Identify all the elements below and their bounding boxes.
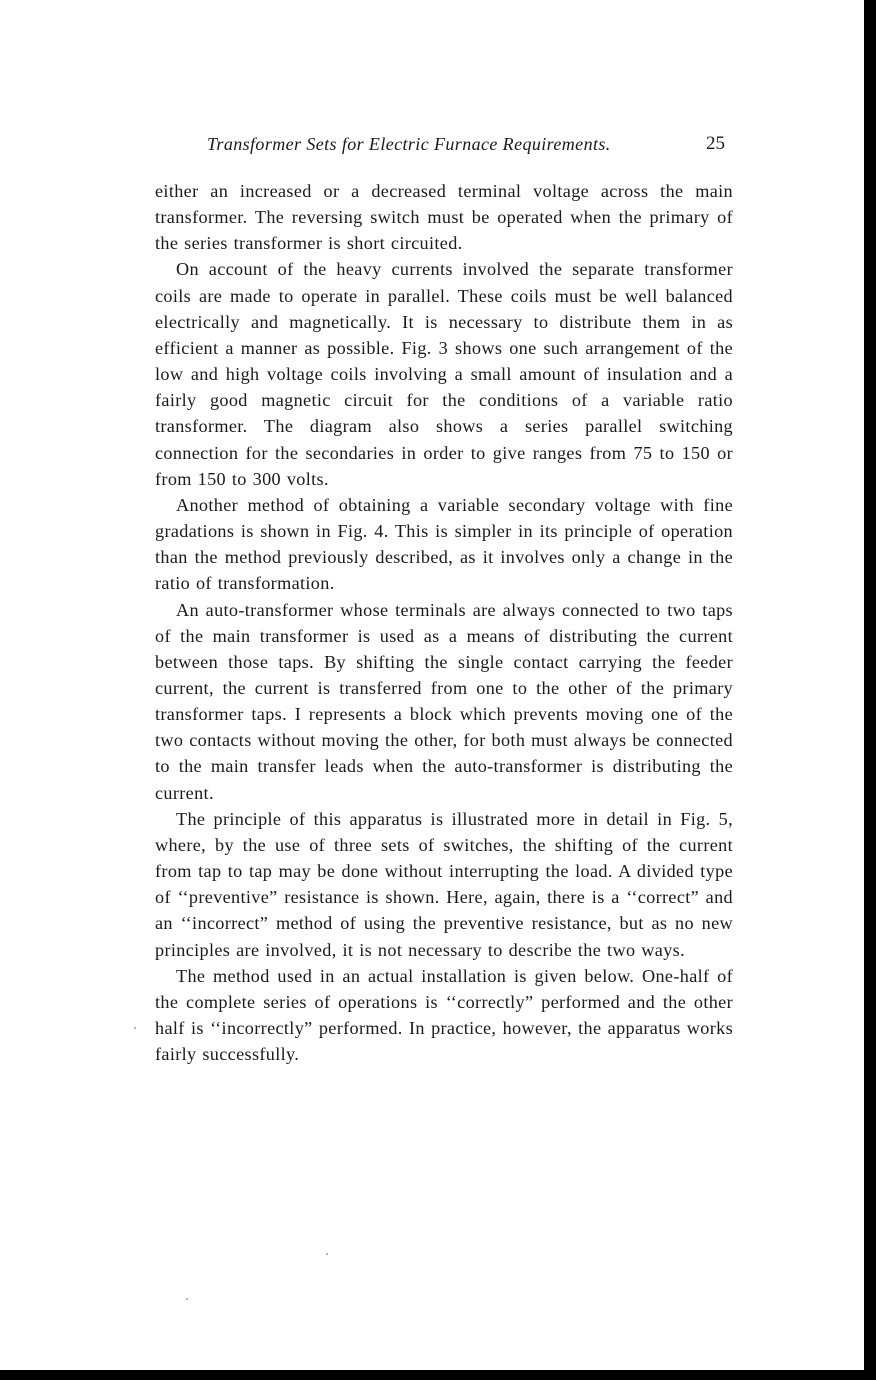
page-number: 25 (706, 133, 725, 154)
scan-right-border (864, 0, 876, 1380)
paragraph-4: An auto-transformer whose terminals are always connected to two taps of the main transformer is used as a means of distributing the current between those taps. By shifting the single contact carrying the feeder current, the current is transferred from one to the other of the primary transformer taps. I represents a block which prevents moving one of the two contacts without moving the other, for both must always be connected to the main transfer leads when the auto-transformer is distributing the current. (155, 599, 733, 803)
scan-bottom-border (0, 1370, 876, 1380)
paragraph-3: Another method of obtaining a variable secondary voltage with fine gradations is shown in Fig. 4. This is simpler in its principle of operation than the method previously described, as it involves only a change in the ratio of transformation. (155, 494, 733, 594)
paragraph-6: The method used in an actual installation is given below. One-half of the complete series of operations is ‘‘correctly” performed and the other half is ‘‘incorrectly” performed. In practice, however, the apparatus works fairly successfully. (155, 965, 733, 1065)
paragraph-1: either an increased or a decreased terminal voltage across the main transformer. The reversing switch must be operated when the primary of the series transformer is short circuited. (155, 181, 733, 254)
paragraph-2: On account of the heavy currents involved the separate transformer coils are made to operate in parallel. These coils must be well balanced electrically and magnetically. It is necessary to distribute them in as efficient a manner as possible. Fig. 3 shows one such arrangement of the low and high voltage coils involving a small amount of insulation and a fairly good magnetic circuit for the conditions of a variable ratio transformer. The diagram also shows a series parallel switching connection for the secondaries in order to give ranges from 75 to 150 or from 150 to 300 volts. (155, 259, 733, 489)
body-text (155, 178, 733, 1067)
paragraph-5: The principle of this apparatus is illustrated more in detail in Fig. 5, where, by the use of three sets of switches, the shifting of the current from tap to tap may be done without interrupting the load. A divided type of ‘‘preventive” resistance is shown. Here, again, there is a ‘‘correct” and an ‘‘incorrect” method of using the preventive resistance, but as no new principles are involved, it is not necessary to describe the two ways. (155, 808, 733, 960)
scan-speck (186, 1298, 188, 1300)
scan-speck (134, 1027, 136, 1029)
running-title: Transformer Sets for Electric Furnace Requirements. (207, 134, 611, 154)
scan-speck (326, 1253, 328, 1255)
